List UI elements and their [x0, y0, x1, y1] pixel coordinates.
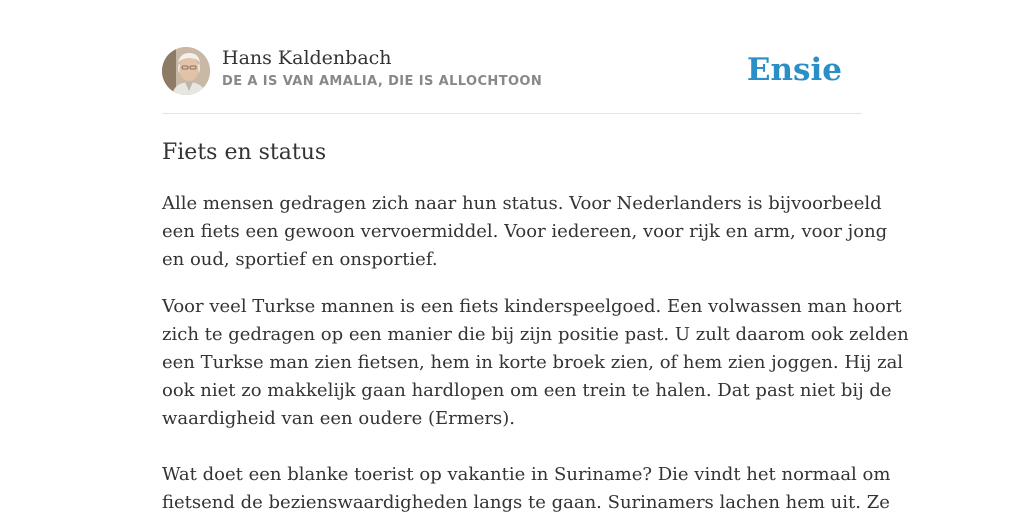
paragraph-line: fietsend de bezienswaardigheden langs te gaan. Surinamers lachen hem uit. Ze [162, 492, 890, 512]
author-portrait-icon [162, 47, 210, 95]
paragraph-line: zich te gedragen op een manier die bij zijn positie past. U zult daarom ook zelden [162, 324, 909, 345]
paragraph-line: Wat doet een blanke toerist op vakantie in Suriname? Die vindt het normaal om [162, 464, 891, 485]
paragraph-3 [162, 461, 891, 512]
paragraph-line: en oud, sportief en onsportief. [162, 249, 438, 270]
author-header [162, 46, 862, 96]
paragraph-line: waardigheid van een oudere (Ermers). [162, 408, 516, 429]
paragraph-1 [162, 190, 888, 274]
paragraph-line: een Turkse man zien fietsen, hem in korte broek zien, of hem zien joggen. Hij zal [162, 352, 904, 373]
post-title: Fiets en status [162, 140, 327, 165]
paragraph-line: een fiets een gewoon vervoermiddel. Voor iedereen, voor rijk en arm, voor jong [162, 221, 888, 242]
paragraph-line: ook niet zo makkelijk gaan hardlopen om een trein te halen. Dat past niet bij de [162, 380, 892, 401]
paragraph-line: Voor veel Turkse mannen is een fiets kinderspeelgoed. Een volwassen man hoort [162, 296, 902, 317]
blog-subtitle[interactable]: DE A IS VAN AMALIA, DIE IS ALLOCHTOON [222, 74, 543, 89]
header-divider [162, 113, 862, 114]
paragraph-2 [162, 293, 909, 433]
paragraph-line: Alle mensen gedragen zich naar hun status. Voor Nederlanders is bijvoorbeeld [162, 193, 882, 214]
author-name[interactable]: Hans Kaldenbach [222, 47, 392, 69]
brand-logo[interactable]: Ensie [746, 52, 842, 88]
avatar[interactable] [162, 47, 210, 95]
